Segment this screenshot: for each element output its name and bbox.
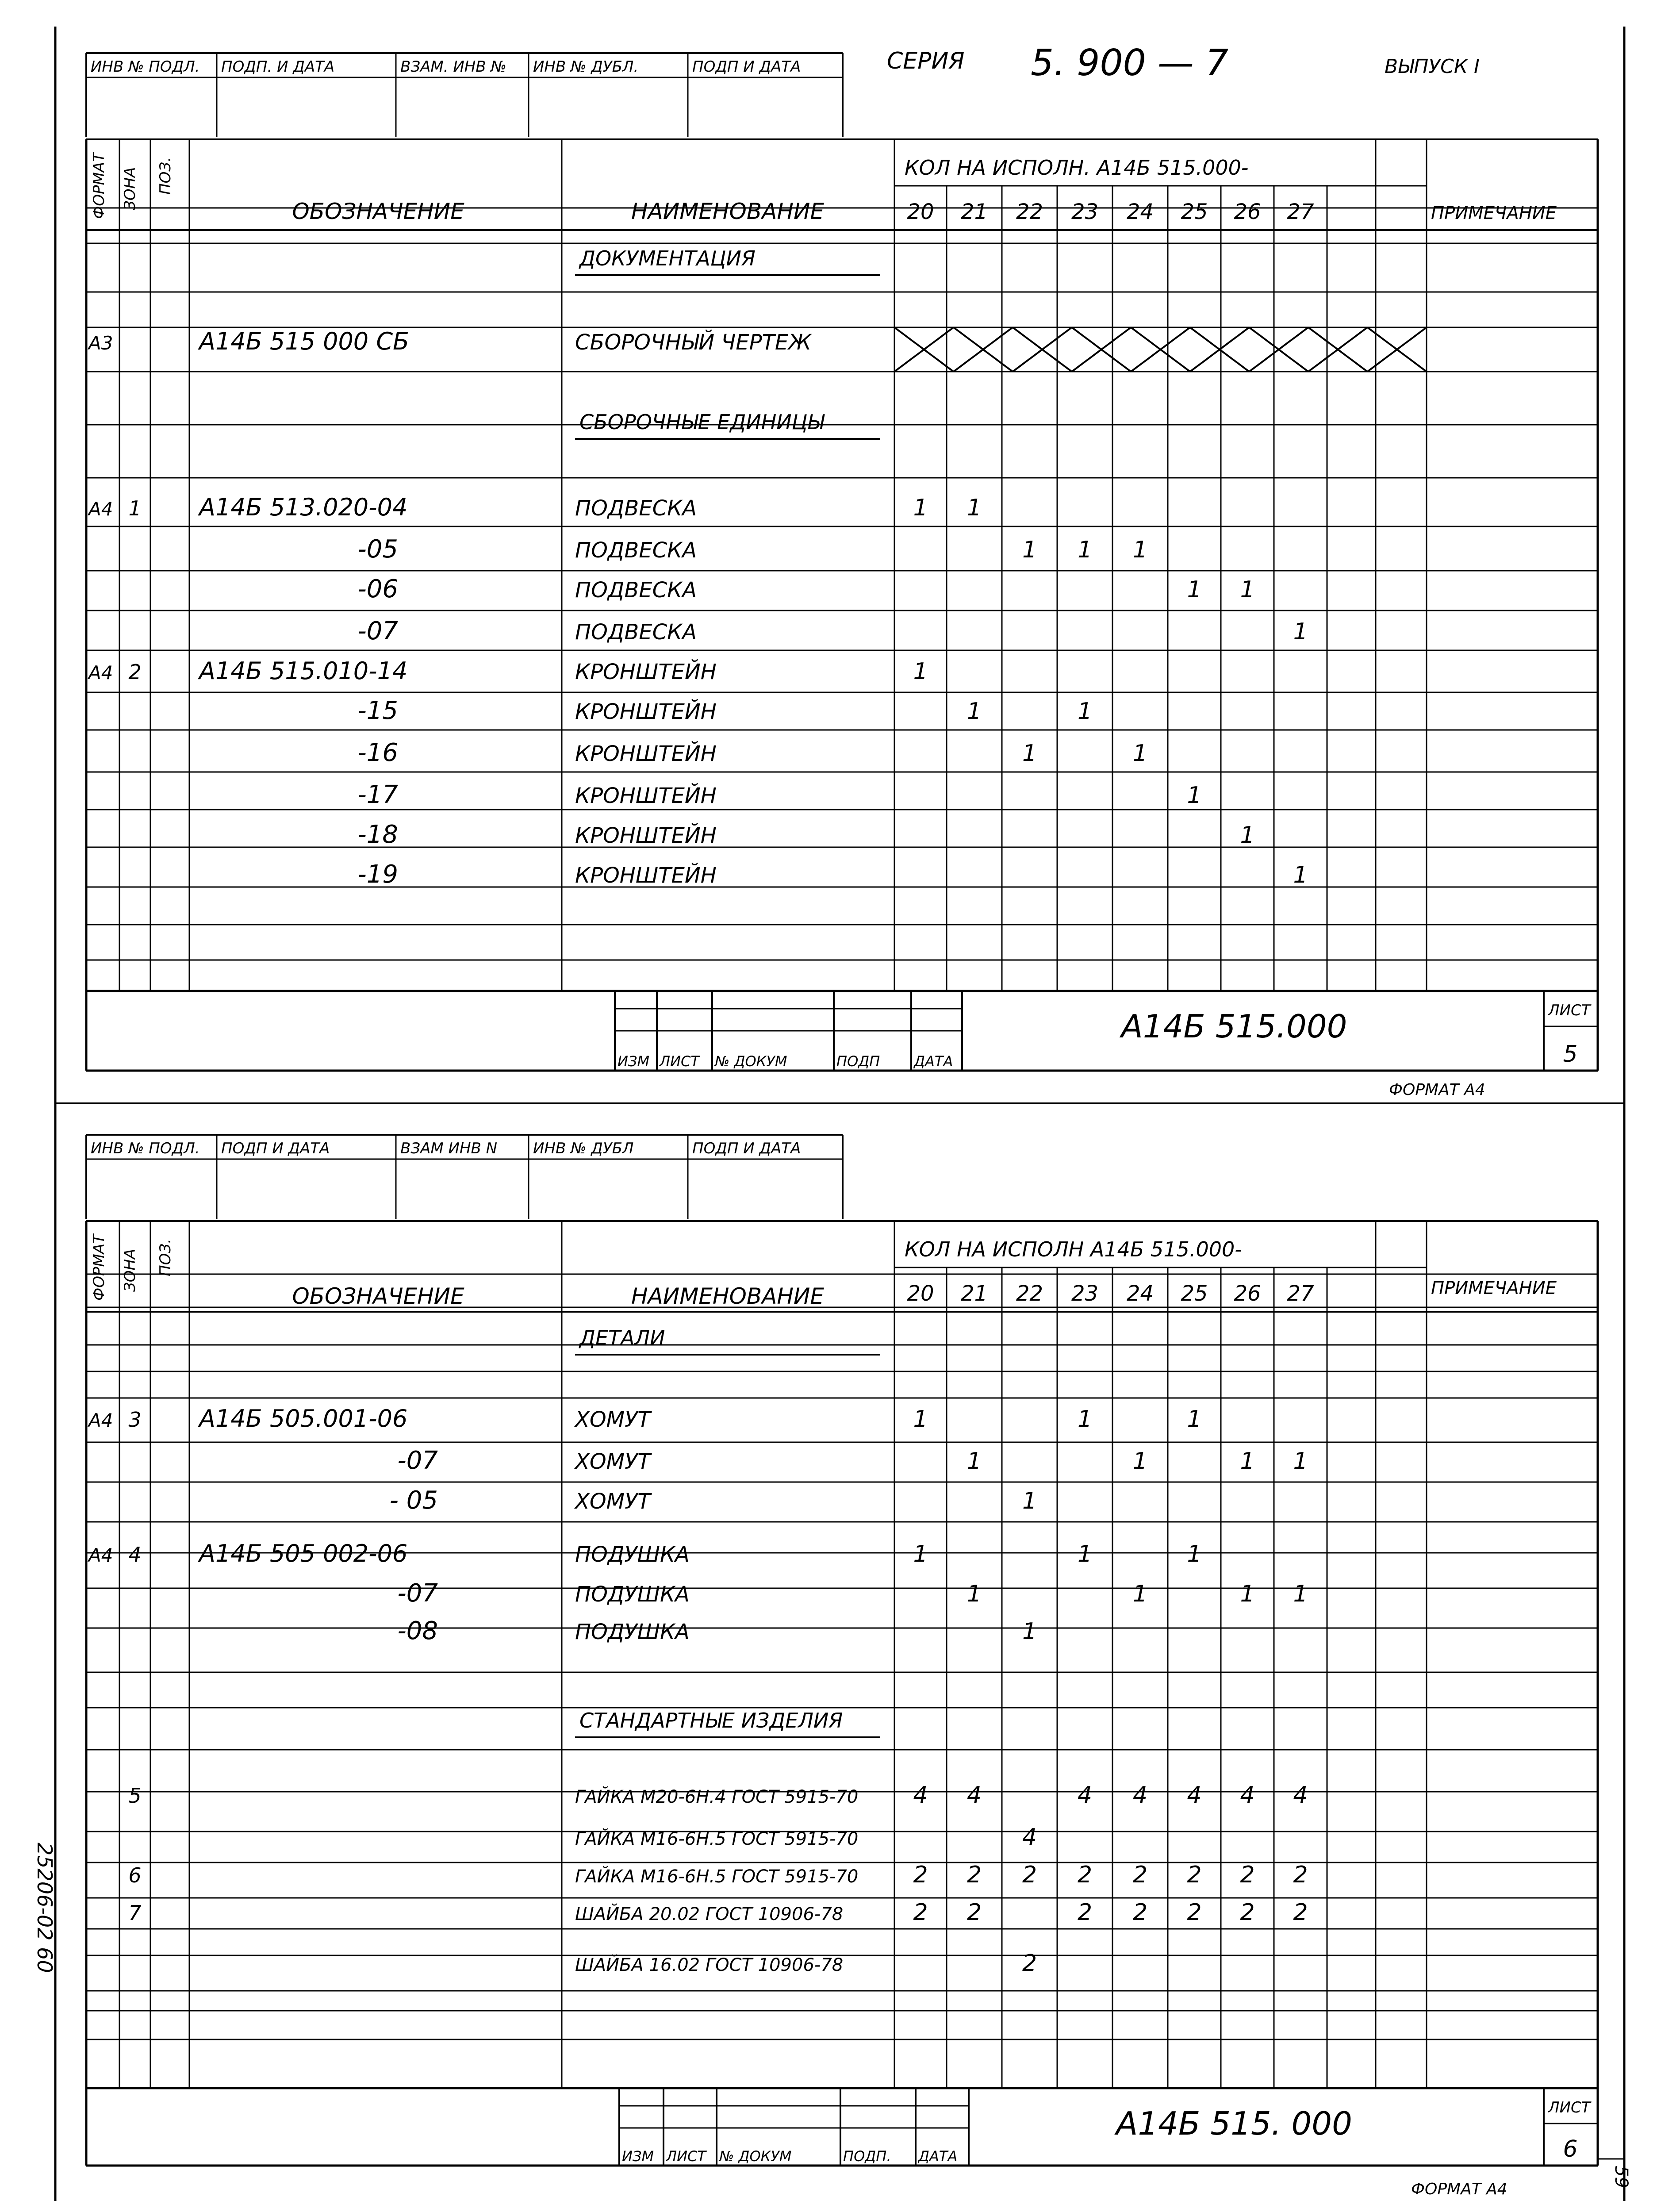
qty-cell: 2 xyxy=(1077,1899,1093,1926)
variant-27: 27 xyxy=(1287,1281,1314,1306)
qty-cell: 2 xyxy=(1022,1862,1037,1888)
col-format-label: ФОРМАТ xyxy=(90,153,108,219)
title-block-label: ЛИСТ xyxy=(666,2148,706,2165)
col-zone-label: ЗОНА xyxy=(121,167,139,210)
series-label: СЕРИЯ xyxy=(887,48,965,74)
row-format: А4 xyxy=(88,1544,113,1566)
qty-cell: 1 xyxy=(1293,618,1308,645)
row-designation: -16 xyxy=(357,738,398,767)
qty-cell: 1 xyxy=(1187,1406,1202,1432)
qty-cell: 1 xyxy=(1132,1581,1148,1607)
row-designation: -07 xyxy=(397,1579,438,1608)
title-block-label: № ДОКУМ xyxy=(715,1053,787,1070)
row-name: ГАЙКА М16-6Н.5 ГОСТ 5915-70 xyxy=(575,1829,859,1849)
qty-cell: 1 xyxy=(1187,576,1202,603)
row-name: ХОМУТ xyxy=(575,1449,651,1474)
qty-cell: 1 xyxy=(1132,537,1148,563)
col-note-label: ПРИМЕЧАНИЕ xyxy=(1431,1278,1557,1298)
sheet-number: 6 xyxy=(1563,2136,1578,2162)
row-pos: 1 xyxy=(128,496,142,520)
row-designation: -07 xyxy=(357,617,398,645)
row-name: ГАЙКА М20-6Н.4 ГОСТ 5915-70 xyxy=(575,1787,859,1807)
title-block-label: ИЗМ xyxy=(622,2148,654,2165)
row-name: ХОМУТ xyxy=(575,1489,651,1514)
col-qty-label: КОЛ НА ИСПОЛН А14Б 515.000- xyxy=(905,1237,1242,1261)
variant-23: 23 xyxy=(1071,200,1099,224)
qty-cell: 4 xyxy=(913,1782,928,1809)
stamp-label: ПОДП И ДАТА xyxy=(221,1140,330,1157)
corner-page-number: 59 xyxy=(1611,2166,1631,2188)
title-block-label: ПОДП xyxy=(836,1053,880,1070)
row-name: ШАЙБА 20.02 ГОСТ 10906-78 xyxy=(575,1904,844,1924)
stamp-label: ПОДП. И ДАТА xyxy=(221,58,335,76)
variant-24: 24 xyxy=(1126,1281,1154,1306)
variant-20: 20 xyxy=(907,200,934,224)
margin-code: 25206-02 60 xyxy=(33,1843,57,1973)
qty-cell: 1 xyxy=(1187,1541,1202,1567)
row-format: А3 xyxy=(88,332,113,354)
stamp-label: ПОДП И ДАТА xyxy=(692,1140,801,1157)
qty-cell: 2 xyxy=(1022,1950,1037,1977)
qty-cell: 4 xyxy=(1077,1782,1093,1809)
row-designation: -18 xyxy=(357,820,398,849)
qty-cell: 2 xyxy=(1293,1862,1308,1888)
row-designation: -06 xyxy=(357,575,398,603)
row-name: ДЕТАЛИ xyxy=(579,1326,665,1350)
qty-cell: 2 xyxy=(1187,1862,1202,1888)
qty-cell: 4 xyxy=(1022,1824,1037,1851)
qty-cell: 4 xyxy=(1132,1782,1148,1809)
row-name: ДОКУМЕНТАЦИЯ xyxy=(579,246,756,270)
stamp-label: ИНВ № ДУБЛ xyxy=(533,1140,634,1157)
qty-cell: 1 xyxy=(1022,1488,1037,1514)
row-designation: А14Б 513.020-04 xyxy=(199,493,408,521)
qty-cell: 2 xyxy=(967,1862,982,1888)
qty-cell: 1 xyxy=(1022,1618,1037,1645)
variant-24: 24 xyxy=(1126,200,1154,224)
qty-cell: 2 xyxy=(1240,1862,1255,1888)
variant-21: 21 xyxy=(960,1281,988,1306)
variant-22: 22 xyxy=(1016,1281,1043,1306)
col-name-label: НАИМЕНОВАНИЕ xyxy=(631,1283,824,1309)
row-name: ПОДВЕСКА xyxy=(575,496,697,521)
title-block-label: ДАТА xyxy=(914,1053,953,1070)
row-name: ПОДУШКА xyxy=(575,1582,690,1607)
row-name: ПОДВЕСКА xyxy=(575,620,697,645)
qty-cell: 1 xyxy=(1240,1448,1255,1475)
row-name: КРОНШТЕЙН xyxy=(575,783,717,808)
variant-26: 26 xyxy=(1234,1281,1261,1306)
row-designation: А14Б 515.010-14 xyxy=(199,657,408,685)
format-label: ФОРМАТ А4 xyxy=(1411,2180,1507,2198)
format-label: ФОРМАТ А4 xyxy=(1389,1081,1485,1099)
row-name: ПОДУШКА xyxy=(575,1620,690,1644)
qty-cell: 4 xyxy=(1187,1782,1202,1809)
qty-cell: 1 xyxy=(1077,1406,1093,1432)
qty-cell: 1 xyxy=(913,658,928,685)
row-designation: -07 xyxy=(397,1446,438,1475)
title-block-label: ЛИСТ xyxy=(660,1053,699,1070)
row-name: СБОРОЧНЫЕ ЕДИНИЦЫ xyxy=(579,410,825,434)
title-block-label: ПОДП. xyxy=(843,2148,891,2165)
qty-cell: 1 xyxy=(967,1581,982,1607)
qty-cell: 2 xyxy=(1293,1899,1308,1926)
stamp-label: ИНВ № ДУБЛ. xyxy=(533,58,639,76)
row-designation: -05 xyxy=(357,535,398,564)
doc-number: А14Б 515.000 xyxy=(1121,1008,1347,1045)
stamp-label: ВЗАМ ИНВ N xyxy=(400,1140,498,1157)
row-name: СТАНДАРТНЫЕ ИЗДЕЛИЯ xyxy=(579,1709,843,1732)
row-pos: 4 xyxy=(128,1543,142,1567)
doc-number: А14Б 515. 000 xyxy=(1116,2105,1352,2142)
stamp-label: ВЗАМ. ИНВ № xyxy=(400,58,506,76)
variant-27: 27 xyxy=(1287,200,1314,224)
qty-cell: 1 xyxy=(1240,822,1255,849)
variant-25: 25 xyxy=(1181,1281,1208,1306)
qty-cell: 2 xyxy=(1132,1899,1148,1926)
qty-cell: 2 xyxy=(913,1899,928,1926)
sheet-label: ЛИСТ xyxy=(1548,2099,1591,2116)
stamp-label: ПОДП И ДАТА xyxy=(692,58,801,76)
row-format: А4 xyxy=(88,1409,113,1431)
issue-label: ВЫПУСК I xyxy=(1385,55,1480,78)
row-name: ХОМУТ xyxy=(575,1407,651,1432)
row-designation: - 05 xyxy=(389,1486,438,1515)
col-name-label: НАИМЕНОВАНИЕ xyxy=(631,199,824,224)
row-name: ГАЙКА М16-6Н.5 ГОСТ 5915-70 xyxy=(575,1866,859,1887)
variant-25: 25 xyxy=(1181,200,1208,224)
row-pos: 2 xyxy=(128,660,142,684)
qty-cell: 2 xyxy=(1240,1899,1255,1926)
qty-cell: 1 xyxy=(913,1406,928,1432)
row-pos: 6 xyxy=(128,1863,142,1887)
col-designation-label: ОБОЗНАЧЕНИЕ xyxy=(292,1283,464,1309)
row-designation: А14Б 505.001-06 xyxy=(199,1405,408,1432)
variant-26: 26 xyxy=(1234,200,1261,224)
variant-23: 23 xyxy=(1071,1281,1099,1306)
row-designation: -17 xyxy=(357,780,398,809)
title-block-label: ДАТА xyxy=(918,2148,958,2165)
row-name: СБОРОЧНЫЙ ЧЕРТЕЖ xyxy=(575,330,811,355)
qty-cell: 1 xyxy=(967,495,982,521)
qty-cell: 1 xyxy=(1132,740,1148,767)
row-format: А4 xyxy=(88,662,113,684)
stamp-label: ИНВ № ПОДЛ. xyxy=(91,1140,200,1157)
qty-cell: 2 xyxy=(913,1862,928,1888)
col-pos-label: ПОЗ. xyxy=(157,157,174,195)
sheet-label: ЛИСТ xyxy=(1548,1002,1591,1019)
row-name: КРОНШТЕЙН xyxy=(575,741,717,766)
qty-cell: 1 xyxy=(1293,862,1308,888)
qty-cell: 2 xyxy=(967,1899,982,1926)
row-name: ПОДВЕСКА xyxy=(575,578,697,603)
qty-cell: 1 xyxy=(1293,1581,1308,1607)
sheet-number: 5 xyxy=(1563,1041,1578,1068)
qty-cell: 1 xyxy=(1187,782,1202,809)
row-name: КРОНШТЕЙН xyxy=(575,660,717,684)
qty-cell: 4 xyxy=(1240,1782,1255,1809)
qty-cell: 2 xyxy=(1077,1862,1093,1888)
row-designation: А14Б 505 002-06 xyxy=(199,1540,408,1567)
row-designation: А14Б 515 000 СБ xyxy=(199,327,410,355)
qty-cell: 2 xyxy=(1187,1899,1202,1926)
qty-cell: 1 xyxy=(1022,537,1037,563)
qty-cell: 4 xyxy=(1293,1782,1308,1809)
col-note-label: ПРИМЕЧАНИЕ xyxy=(1431,203,1557,223)
row-pos: 7 xyxy=(128,1901,142,1925)
qty-cell: 1 xyxy=(1293,1448,1308,1475)
col-pos-label: ПОЗ. xyxy=(157,1239,174,1276)
variant-22: 22 xyxy=(1016,200,1043,224)
qty-cell: 1 xyxy=(1132,1448,1148,1475)
variant-20: 20 xyxy=(907,1281,934,1306)
row-name: ПОДВЕСКА xyxy=(575,538,697,563)
qty-cell: 1 xyxy=(1240,1581,1255,1607)
title-block-label: № ДОКУМ xyxy=(719,2148,792,2165)
qty-cell: 1 xyxy=(967,698,982,725)
row-name: КРОНШТЕЙН xyxy=(575,699,717,724)
qty-cell: 1 xyxy=(1077,698,1093,725)
row-name: КРОНШТЕЙН xyxy=(575,823,717,848)
qty-cell: 2 xyxy=(1132,1862,1148,1888)
row-pos: 3 xyxy=(128,1408,142,1432)
row-format: А4 xyxy=(88,498,113,520)
qty-cell: 1 xyxy=(967,1448,982,1475)
row-name: ШАЙБА 16.02 ГОСТ 10906-78 xyxy=(575,1955,844,1975)
row-designation: -08 xyxy=(397,1617,438,1645)
qty-cell: 1 xyxy=(1240,576,1255,603)
variant-21: 21 xyxy=(960,200,988,224)
row-designation: -19 xyxy=(357,860,398,889)
qty-cell: 1 xyxy=(1022,740,1037,767)
qty-cell: 1 xyxy=(1077,1541,1093,1567)
col-format-label: ФОРМАТ xyxy=(90,1234,108,1301)
col-qty-label: КОЛ НА ИСПОЛН. А14Б 515.000- xyxy=(905,156,1249,180)
row-pos: 5 xyxy=(128,1784,142,1808)
qty-cell: 1 xyxy=(913,1541,928,1567)
qty-cell: 1 xyxy=(1077,537,1093,563)
series-value: 5. 900 — 7 xyxy=(1031,42,1229,84)
col-zone-label: ЗОНА xyxy=(121,1248,139,1292)
title-block-label: ИЗМ xyxy=(618,1053,650,1070)
row-name: КРОНШТЕЙН xyxy=(575,863,717,888)
qty-cell: 1 xyxy=(913,495,928,521)
row-name: ПОДУШКА xyxy=(575,1542,690,1567)
qty-cell: 4 xyxy=(967,1782,982,1809)
col-designation-label: ОБОЗНАЧЕНИЕ xyxy=(292,199,464,224)
row-designation: -15 xyxy=(357,696,398,725)
stamp-label: ИНВ № ПОДЛ. xyxy=(91,58,200,76)
